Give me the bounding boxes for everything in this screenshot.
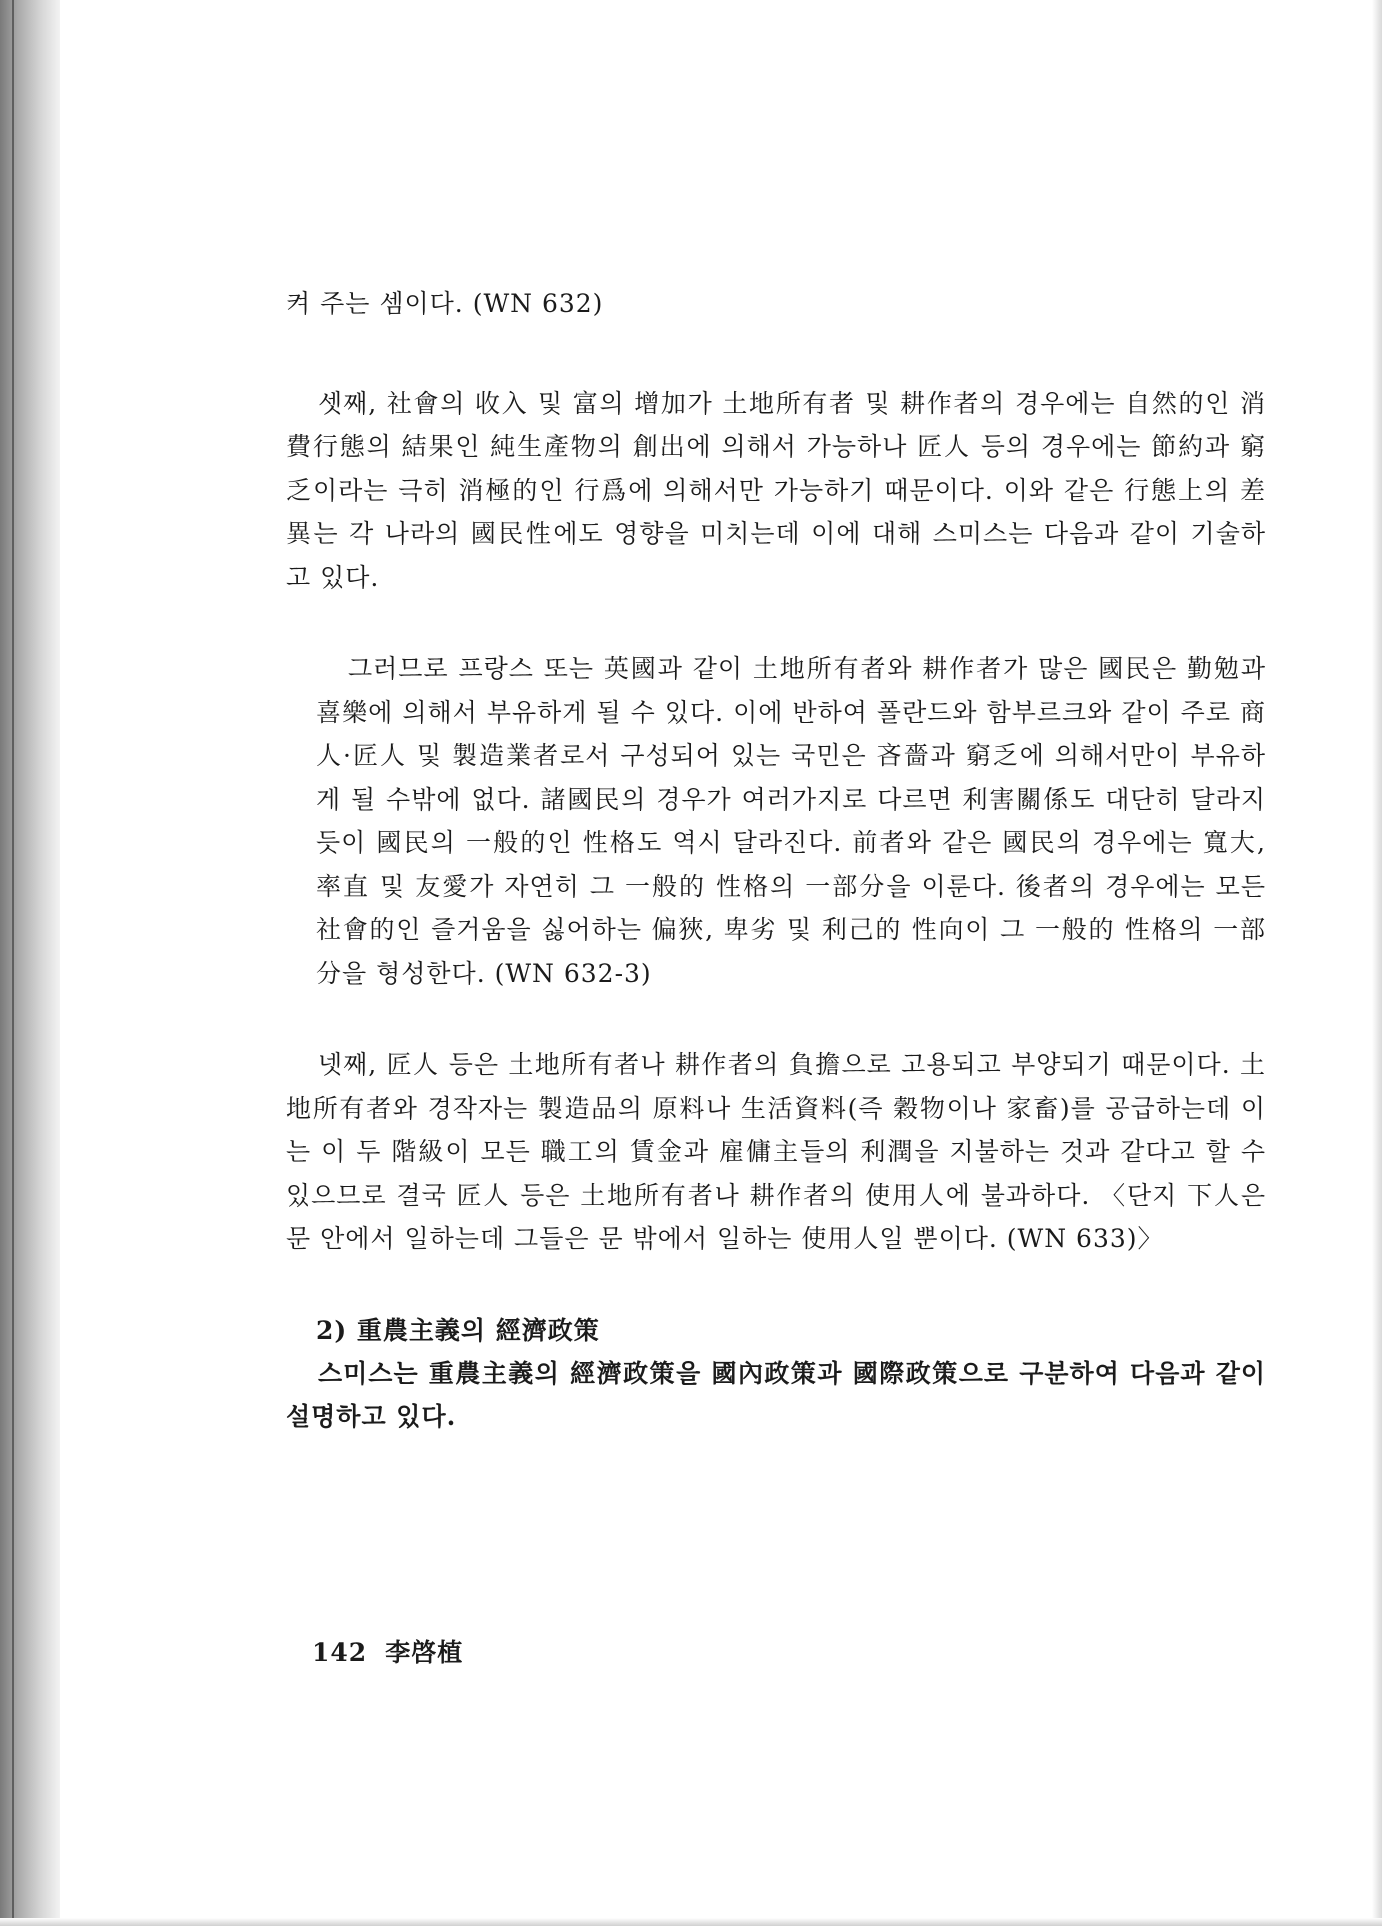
page-footer: [312, 1633, 463, 1669]
spacer: [286, 326, 1266, 382]
spine-line: [12, 0, 14, 1926]
spacer: [286, 1261, 1266, 1309]
spacer: [286, 599, 1266, 647]
author-name: 李啓植: [385, 1638, 464, 1667]
spacer: [286, 995, 1266, 1043]
bottom-edge-shadow: [0, 1918, 1382, 1926]
page-number: 142: [312, 1638, 368, 1667]
right-edge-shadow: [1372, 0, 1382, 1926]
page-edge-shadow: [0, 0, 60, 1926]
section-intro: 스미스는 重農主義의 經濟政策을 國內政策과 國際政策으로 구분하여 다음과 같이 설명하고 있다.: [286, 1358, 1266, 1431]
paragraph-continuation: 켜 주는 셈이다. (WN 632): [286, 289, 604, 318]
block-quote: 그러므로 프랑스 또는 英國과 같이 土地所有者와 耕作者가 많은 國民은 勤勉과 喜樂에 의해서 부유하게 될 수 있다. 이에 반하여 폴란드와 함부르크와 같이 주로 商人·匠人 및 製造業者로서 구성되어 있는 국민은 吝嗇과 窮乏에 의해서만이 부유하게 될 수밖에 없다. 諸國民의 경우가 여러가지로 다르면 利害關係도 대단히 달라지듯이 國民의 一般的인 性格도 역시 달라진다. 前者와 같은 國民의 경우에는 寬大, 率直 및 友愛가 자연히 그 一般的 性格의 一部分을 이룬다. 後者의 경우에는 모든 社會的인 즐거움을 싫어하는 偏狹, 卑劣 및 利己的 性向이 그 一般的 性格의 一部分을 형성한다. (WN 632-3): [316, 654, 1266, 988]
paragraph-third-point: 셋째, 社會의 收入 및 富의 增加가 土地所有者 및 耕作者의 경우에는 自然的인 消費行態의 結果인 純生產物의 創出에 의해서 가능하나 匠人 등의 경우에는 節約과 窮乏이라는 극히 消極的인 行爲에 의해서만 가능하기 때문이다. 이와 같은 行態上의 差異는 각 나라의 國民性에도 영향을 미치는데 이에 대해 스미스는 다음과 같이 기술하고 있다.: [286, 388, 1266, 592]
paragraph-fourth-point: 넷째, 匠人 등은 土地所有者나 耕作者의 負擔으로 고용되고 부양되기 때문이다. 土地所有者와 경작자는 製造品의 原料나 生活資料(즉 穀物이나 家畜)를 공급하는데 이는 이 두 階級이 모든 職工의 賃金과 雇傭主들의 利潤을 지불하는 것과 같다고 할 수 있으므로 결국 匠人 등은 土地所有者나 耕作者의 使用人에 불과하다. 〈단지 下人은 문 안에서 일하는데 그들은 문 밖에서 일하는 使用人일 뿐이다. (WN 633)〉: [286, 1050, 1266, 1253]
page-body: [286, 282, 1266, 1439]
page-sheet: [62, 0, 1370, 1918]
section-heading: 2) 重農主義의 經濟政策: [316, 1315, 600, 1345]
